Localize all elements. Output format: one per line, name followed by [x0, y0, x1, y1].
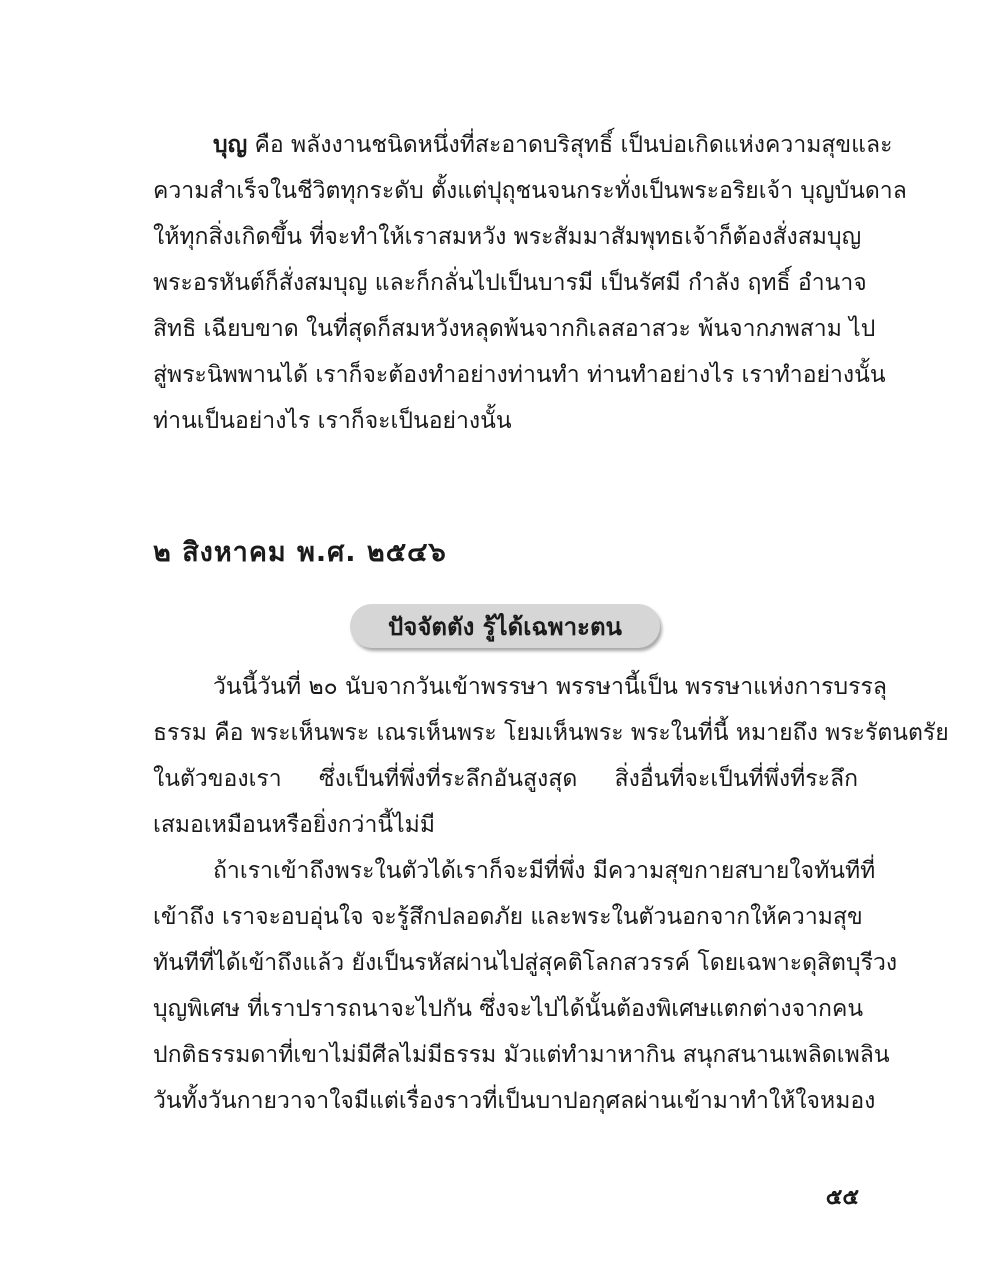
section-title: ปัจจัตตัง รู้ได้เฉพาะตน	[388, 612, 622, 641]
text-line: เข้าถึง เราจะอบอุ่นใจ จะรู้สึกปลอดภัย และพระในตัวนอกจากให้ความสุข	[153, 904, 863, 930]
text-line: พระอรหันต์ก็สั่งสมบุญ และก็กลั่นไปเป็นบารมี เป็นรัศมี กำลัง ฤทธิ์ อำนาจ	[153, 270, 867, 296]
text-line: ในตัวของเรา ซึ่งเป็นที่พึ่งที่ระลึกอันสูงสุด สิ่งอื่นที่จะเป็นที่พึ่งที่ระลึก	[153, 766, 858, 792]
date-heading: ๒ สิงหาคม พ.ศ. ๒๕๔๖	[153, 537, 447, 568]
text-line: วันทั้งวันกายวาจาใจมีแต่เรื่องราวที่เป็นบาปอกุศลผ่านเข้ามาทำให้ใจหมอง	[153, 1088, 876, 1114]
paragraph-1	[153, 664, 949, 848]
lead-word: บุญ	[213, 132, 248, 158]
text-line: ถ้าเราเข้าถึงพระในตัวได้เราก็จะมีที่พึ่ง มีความสุขกายสบายใจทันทีที่	[213, 858, 876, 884]
text-line: ท่านเป็นอย่างไร เราก็จะเป็นอย่างนั้น	[153, 408, 512, 434]
text-line: บุญพิเศษ ที่เราปรารถนาจะไปกัน ซึ่งจะไปได้นั้นต้องพิเศษแตกต่างจากคน	[153, 996, 864, 1022]
text-line: สิทธิ เฉียบขาด ในที่สุดก็สมหวังหลุดพ้นจากกิเลสอาสวะ พ้นจากภพสาม ไป	[153, 316, 876, 342]
text-line: สู่พระนิพพานได้ เราก็จะต้องทำอย่างท่านทำ ท่านทำอย่างไร เราทำอย่างนั้น	[153, 362, 886, 388]
paragraph-2	[153, 848, 898, 1124]
text-line: ปกติธรรมดาที่เขาไม่มีศีลไม่มีธรรม มัวแต่ทำมาหากิน สนุกสนานเพลิดเพลิน	[153, 1042, 890, 1068]
text-line: ความสำเร็จในชีวิตทุกระดับ ตั้งแต่ปุถุชนจนกระทั่งเป็นพระอริยเจ้า บุญบันดาล	[153, 178, 907, 204]
text-line: ให้ทุกสิ่งเกิดขึ้น ที่จะทำให้เราสมหวัง พระสัมมาสัมพุทธเจ้าก็ต้องสั่งสมบุญ	[153, 224, 862, 250]
text-line: วันนี้วันที่ ๒๐ นับจากวันเข้าพรรษา พรรษานี้เป็น พรรษาแห่งการบรรลุ	[213, 674, 887, 700]
text-line: ธรรม คือ พระเห็นพระ เณรเห็นพระ โยมเห็นพระ พระในที่นี้ หมายถึง พระรัตนตรัย	[153, 720, 949, 746]
text-line: บุญ คือ พลังงานชนิดหนึ่งที่สะอาดบริสุทธิ์ เป็นบ่อเกิดแห่งความสุขและ	[213, 132, 893, 158]
intro-paragraph	[153, 122, 907, 444]
text-line: ทันทีที่ได้เข้าถึงแล้ว ยังเป็นรหัสผ่านไปสู่สุคติโลกสวรรค์ โดยเฉพาะดุสิตบุรีวง	[153, 950, 898, 976]
text-line: เสมอเหมือนหรือยิ่งกว่านี้ไม่มี	[153, 812, 435, 838]
page-number: ๕๕	[825, 1185, 859, 1210]
section-title-badge	[350, 604, 660, 648]
